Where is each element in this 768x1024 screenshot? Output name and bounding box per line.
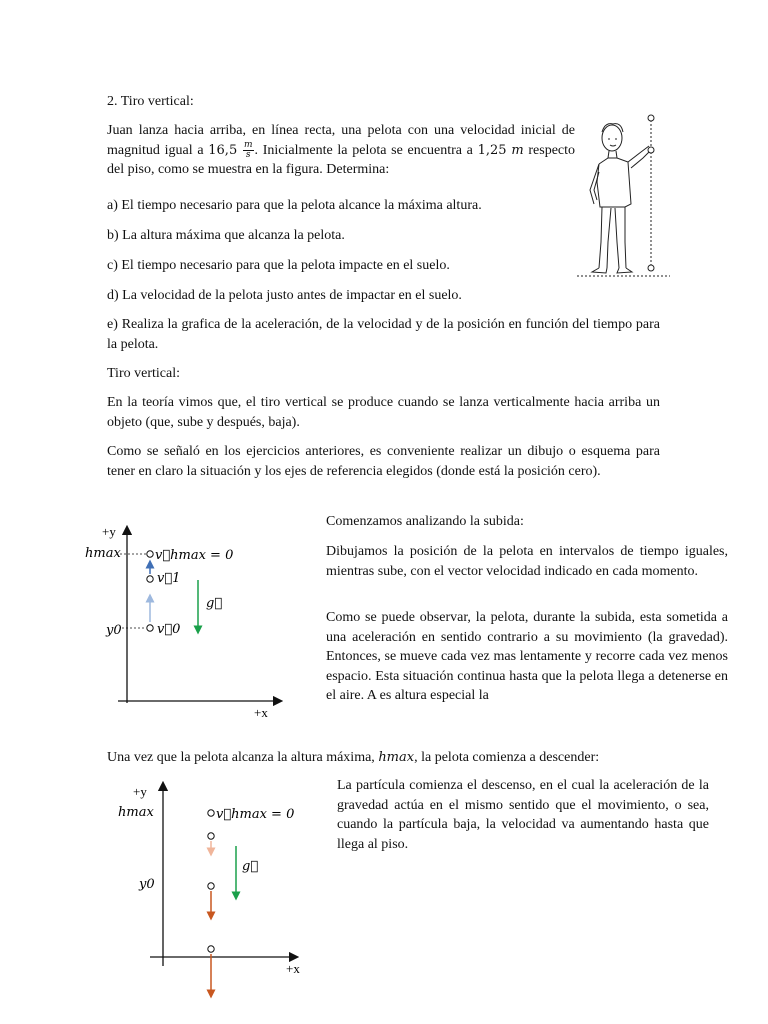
hmax-label-2: hmax <box>118 805 154 820</box>
problem-item-b: b) La altura máxima que alcanza la pelota. <box>107 228 345 243</box>
hmax-symbol: hmax <box>378 750 415 765</box>
section-title: 2. Tiro vertical: <box>107 94 194 109</box>
ascent-paragraph-2: Como se puede observar, la pelota, durante la subida, esta sometida a una aceleración en sentido contrario a su movimiento (la gravedad). Entonces, se mueve cada vez mas lentamente y recorre cada vez menos espacio. Esta situación continua hasta que la pelota llega a detenerse en el aire. A es altura especial la <box>326 610 728 703</box>
velocity-unit: $\frac{m}{s}$ <box>243 139 253 160</box>
v1-label: v⃗1 <box>157 571 181 586</box>
theory-paragraph-1: En la teoría vimos que, el tiro vertical se produce cuando se lanza verticalmente hacia arriba un objeto (que, sube y después, baja). <box>107 395 660 430</box>
theory-heading: Tiro vertical: <box>107 366 180 381</box>
y0-label-2: y0 <box>139 877 155 892</box>
hmax-label: hmax <box>85 546 121 561</box>
ascent-heading: Comenzamos analizando la subida: <box>326 514 524 529</box>
x-axis-label-2: +x <box>286 961 300 976</box>
v0-label: v⃗0 <box>157 622 181 637</box>
ball-ground <box>208 946 214 952</box>
v-hmax-label-2: v⃗hmax = 0 <box>216 807 295 822</box>
g-label: g⃗ <box>206 596 223 611</box>
y-axis-label: +y <box>102 524 116 539</box>
ball-descent-1 <box>208 833 214 839</box>
problem-item-c: c) El tiempo necesario para que la pelota impacte en el suelo. <box>107 258 450 273</box>
height-unit: m <box>511 142 524 158</box>
ascent-diagram <box>80 518 305 723</box>
velocity-value: 16,5 <box>208 142 238 158</box>
ball-v1 <box>147 576 153 582</box>
ball-v0 <box>147 625 153 631</box>
g-label-2: g⃗ <box>242 859 259 874</box>
ascent-paragraph-1: Dibujamos la posición de la pelota en intervalos de tiempo iguales, mientras sube, con el vector velocidad indicado en cada momento. <box>326 544 728 579</box>
descent-lead: Una vez que la pelota alcanza la altura máxima, hmax, la pelota comienza a descender: <box>107 750 600 765</box>
problem-intro-2: . Inicialmente la pelota se encuentra a <box>254 142 478 158</box>
problem-statement <box>107 121 575 180</box>
x-axis-label: +x <box>254 705 268 720</box>
theory-paragraph-2: Como se señaló en los ejercicios anteriores, es conveniente realizar un dibujo o esquema para tener en claro la situación y los ejes de referencia elegidos (donde está la posición cero). <box>107 444 660 479</box>
descent-diagram <box>110 776 335 1004</box>
y0-label: y0 <box>106 623 122 638</box>
problem-item-d: d) La velocidad de la pelota justo antes de impactar en el suelo. <box>107 288 462 303</box>
problem-intro-1: Juan lanza hacia arriba, en línea recta, una pelota con una velocidad inicial de magnitud igual a <box>107 123 575 158</box>
v-hmax-label: v⃗hmax = 0 <box>155 548 234 563</box>
problem-intro-3: respecto del piso, como se muestra en la figura. Determina: <box>107 142 576 177</box>
y-axis-label-2: +y <box>133 784 147 799</box>
height-value: 1,25 <box>477 142 507 158</box>
ball-top <box>147 551 153 557</box>
ball-top-2 <box>208 810 214 816</box>
descent-paragraph: La partícula comienza el descenso, en el cual la aceleración de la gravedad actúa en el mismo sentido que el movimiento, o sea, cuando la partícula baja, la velocidad va aumentando hasta que llega al piso. <box>337 778 709 852</box>
problem-item-e: e) Realiza la grafica de la aceleración, de la velocidad y de la posición en función del tiempo para la pelota. <box>107 317 660 352</box>
problem-item-a: a) El tiempo necesario para que la pelota alcance la máxima altura. <box>107 198 482 213</box>
ball-descent-2 <box>208 883 214 889</box>
